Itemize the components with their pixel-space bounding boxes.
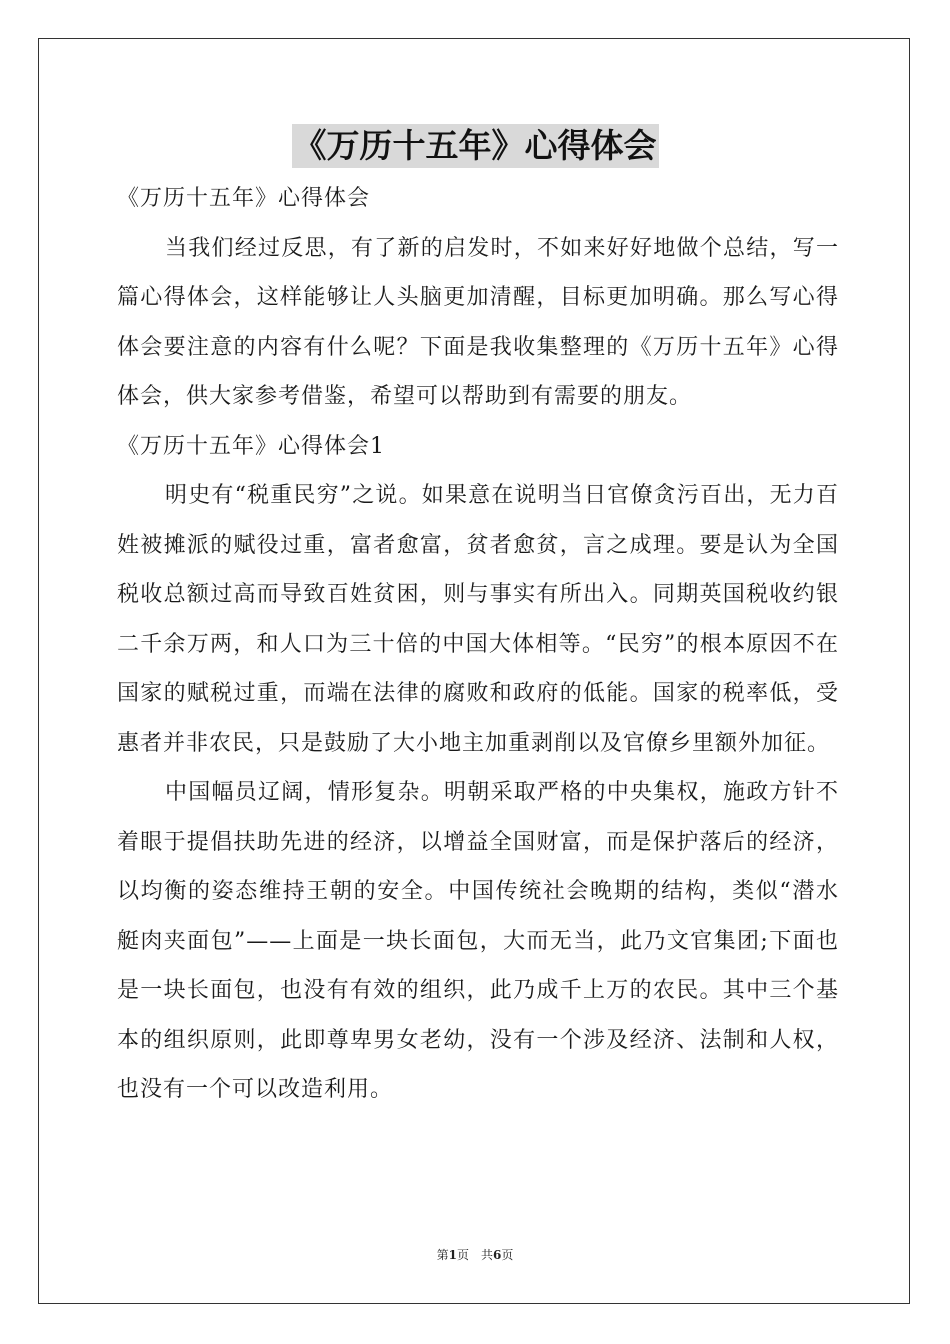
footer-page-suffix: 页: [501, 1248, 514, 1262]
footer-page-prefix: 第: [436, 1248, 449, 1262]
section-heading: 《万历十五年》心得体会1: [117, 433, 385, 459]
subtitle-line: 《万历十五年》心得体会: [117, 186, 371, 211]
document-title-wrapper: [0, 124, 950, 168]
footer-page-mid: 页 共: [456, 1248, 493, 1262]
body-paragraph: 明史有“税重民穷”之说。如果意在说明当日官僚贪污百出，无力百姓被摊派的赋役过重，富者愈富，贫者愈贫，言之成理。要是认为全国税收总额过高而导致百姓贫困，则与事实有所出入。同期英国税收约银二千余万两，和人口为三十倍的中国大体相等。“民穷”的根本原因不在国家的赋税过重，而端在法律的腐败和政府的低能。国家的税率低，受惠者并非农民，只是鼓励了大小地主加重剥削以及官僚乡里额外加征。: [117, 483, 839, 756]
footer-page-total: 6: [493, 1248, 502, 1262]
page-footer: [0, 1247, 950, 1263]
body-paragraph: 中国幅员辽阔，情形复杂。明朝采取严格的中央集权，施政方针不着眼于提倡扶助先进的经济，以增益全国财富，而是保护落后的经济，以均衡的姿态维持王朝的安全。中国传统社会晚期的结构，类似“潜水艇肉夹面包”——上面是一块长面包，大而无当，此乃文官集团;下面也是一块长面包，也没有有效的组织，此乃成千上万的农民。其中三个基本的组织原则，此即尊卑男女老幼，没有一个涉及经济、法制和人权，也没有一个可以改造利用。: [117, 780, 839, 1102]
document-body: [117, 174, 839, 1115]
document-title: 《万历十五年》心得体会: [292, 124, 659, 168]
intro-paragraph: 当我们经过反思，有了新的启发时，不如来好好地做个总结，写一篇心得体会，这样能够让人头脑更加清醒，目标更加明确。那么写心得体会要注意的内容有什么呢？下面是我收集整理的《万历十五年》心得体会，供大家参考借鉴，希望可以帮助到有需要的朋友。: [117, 235, 839, 409]
footer-page-current: 1: [448, 1248, 457, 1262]
